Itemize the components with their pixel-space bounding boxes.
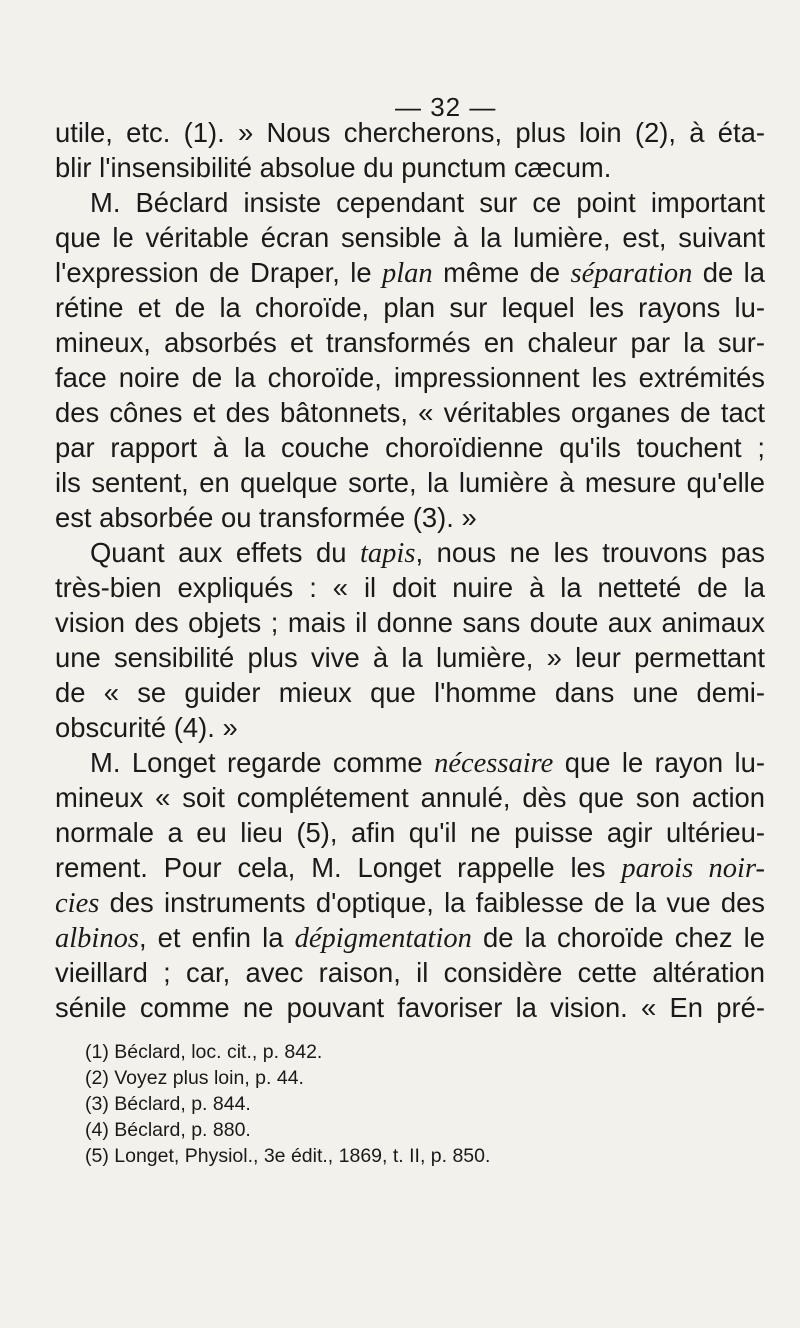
text-line: Quant aux effets du tapis, nous ne les trouvons pas [90, 537, 765, 569]
footnote: (2) Voyez plus loin, p. 44. [85, 1067, 304, 1089]
text-line: utile, etc. (1). » Nous chercherons, plus loin (2), à éta- [55, 117, 765, 148]
text-line: face noire de la choroïde, impressionnent les extrémités [55, 362, 765, 393]
text-line: très-bien expliqués : « il doit nuire à la netteté de la [55, 572, 765, 603]
text-line: rement. Pour cela, M. Longet rappelle les parois noir- [55, 852, 765, 884]
text-line: M. Longet regarde comme nécessaire que le rayon lu- [90, 747, 765, 779]
text-line: que le véritable écran sensible à la lumière, est, suivant [55, 222, 765, 253]
text-line: M. Béclard insiste cependant sur ce point important [90, 187, 765, 218]
text-line: blir l'insensibilité absolue du punctum cæcum. [55, 152, 612, 183]
page-number: — 32 — [395, 92, 497, 122]
footnote: (4) Béclard, p. 880. [85, 1119, 251, 1141]
footnote: (5) Longet, Physiol., 3e édit., 1869, t. II, p. 850. [85, 1145, 491, 1167]
text-line: vieillard ; car, avec raison, il considère cette altération [55, 957, 765, 988]
text-line: cies des instruments d'optique, la faiblesse de la vue des [55, 887, 765, 919]
text-line: de « se guider mieux que l'homme dans une demi- [55, 677, 765, 708]
text-line: rétine et de la choroïde, plan sur lequel les rayons lu- [55, 292, 765, 323]
text-line: une sensibilité plus vive à la lumière, » leur permettant [55, 642, 765, 673]
text-line: sénile comme ne pouvant favoriser la vision. « En pré- [55, 992, 765, 1023]
text-line: obscurité (4). » [55, 712, 238, 743]
text-line: albinos, et enfin la dépigmentation de la choroïde chez le [55, 922, 765, 954]
text-line: par rapport à la couche choroïdienne qu'ils touchent ; [55, 432, 765, 463]
text-line: mineux « soit complétement annulé, dès que son action [55, 782, 765, 813]
text-line: l'expression de Draper, le plan même de séparation de la [55, 257, 766, 289]
text-line: ils sentent, en quelque sorte, la lumière à mesure qu'elle [55, 467, 765, 498]
text-line: mineux, absorbés et transformés en chaleur par la sur- [55, 327, 765, 358]
text-line: vision des objets ; mais il donne sans doute aux animaux [55, 607, 765, 638]
footnote: (3) Béclard, p. 844. [85, 1093, 251, 1115]
text-line: des cônes et des bâtonnets, « véritables organes de tact [55, 397, 765, 428]
text-line: normale a eu lieu (5), afin qu'il ne puisse agir ultérieu- [55, 817, 765, 848]
text-line: est absorbée ou transformée (3). » [55, 502, 477, 533]
footnote: (1) Béclard, loc. cit., p. 842. [85, 1041, 323, 1063]
